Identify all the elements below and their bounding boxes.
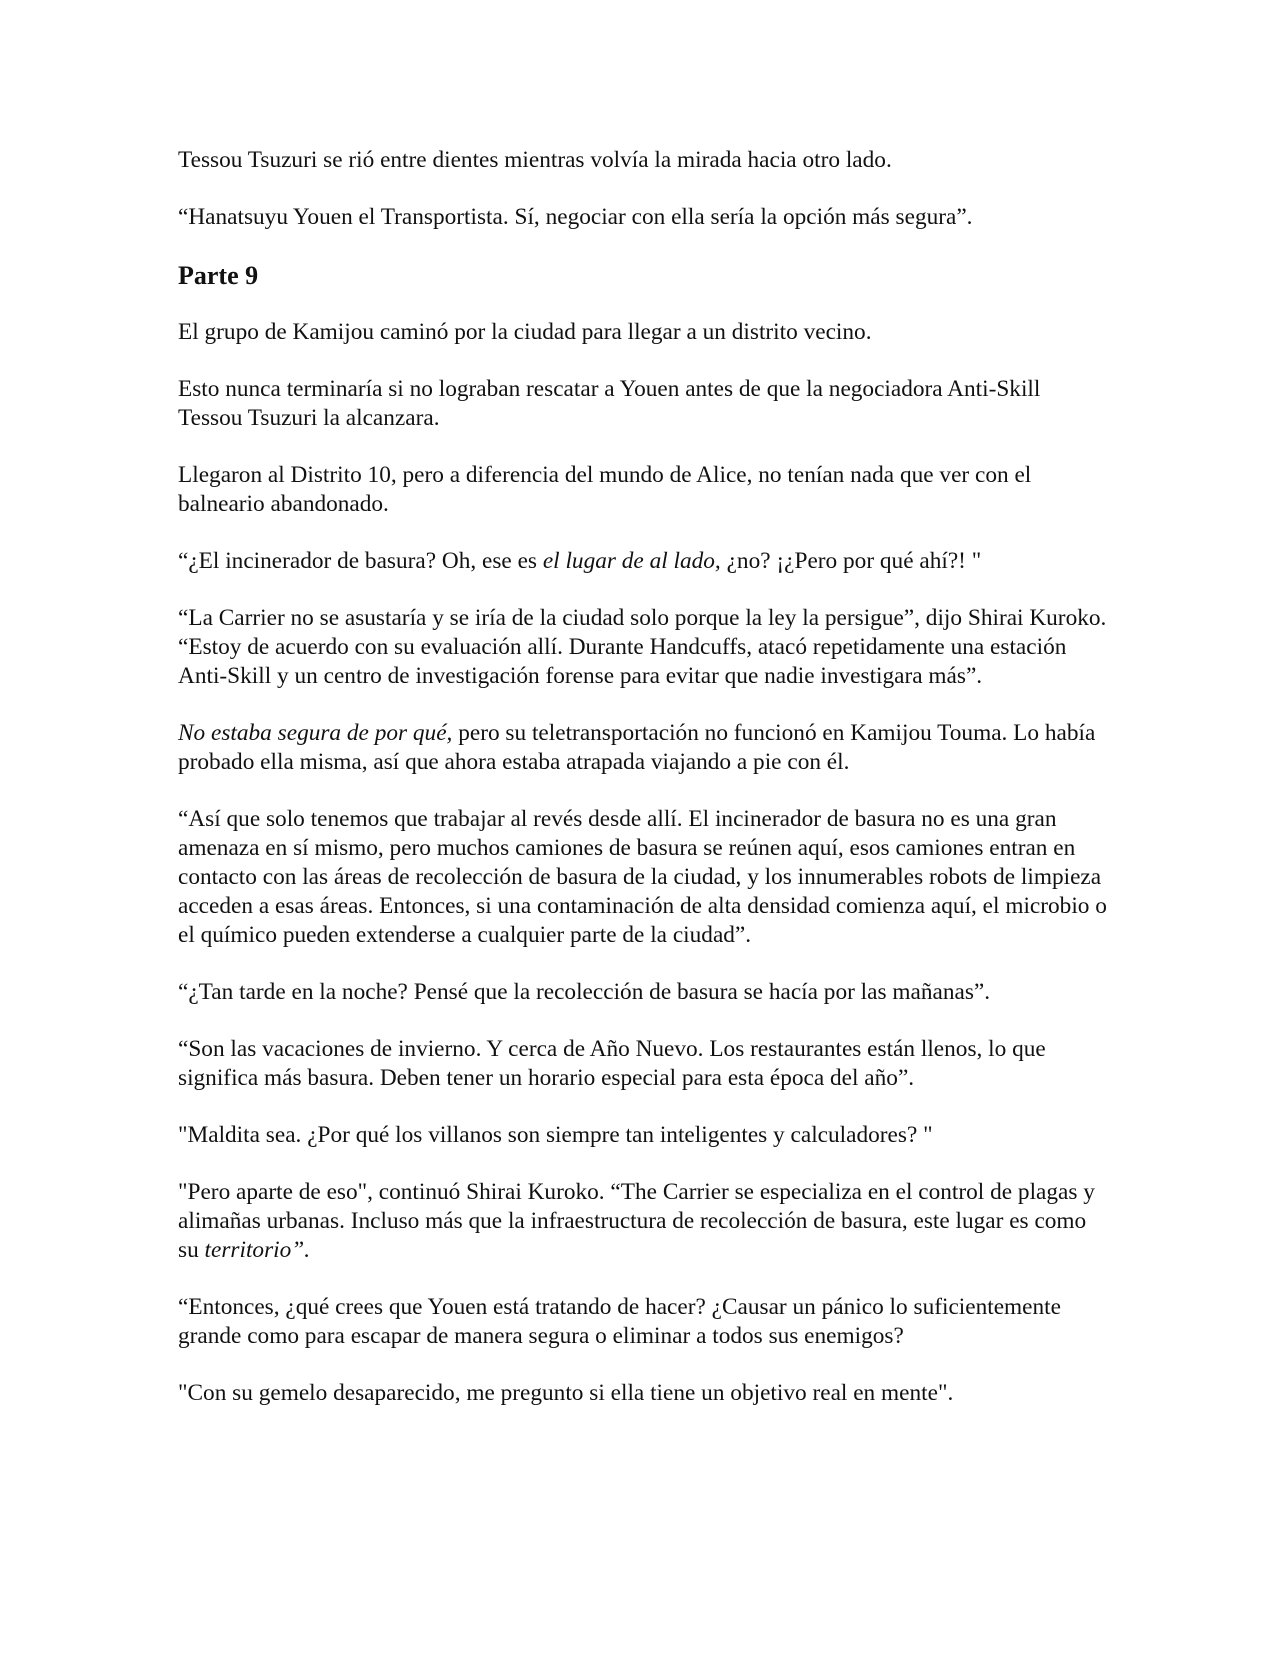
paragraph-8 [178, 719, 1108, 777]
paragraph-6-text-c: ¿no? ¡¿Pero por qué ahí?! " [720, 548, 982, 574]
paragraph-13-italic: territorio”. [204, 1237, 311, 1263]
paragraph-3: El grupo de Kamijou caminó por la ciudad para llegar a un distrito vecino. [178, 319, 872, 345]
paragraph-12: "Maldita sea. ¿Por qué los villanos son siempre tan inteligentes y calculadores? " [178, 1122, 933, 1148]
paragraph-6-italic: el lugar de al lado, [542, 548, 721, 574]
section-heading: Parte 9 [178, 261, 259, 290]
paragraph-13 [178, 1178, 1108, 1265]
paragraph-1: Tessou Tsuzuri se rió entre dientes mientras volvía la mirada hacia otro lado. [178, 147, 892, 173]
paragraph-5: Llegaron al Distrito 10, pero a diferencia del mundo de Alice, no tenían nada que ver con el balneario abandonado. [178, 462, 1032, 517]
paragraph-2: “Hanatsuyu Youen el Transportista. Sí, negociar con ella sería la opción más segura”. [178, 204, 973, 230]
paragraph-6 [178, 547, 1108, 576]
paragraph-10: “¿Tan tarde en la noche? Pensé que la recolección de basura se hacía por las mañanas”. [178, 979, 991, 1005]
paragraph-14: “Entonces, ¿qué crees que Youen está tratando de hacer? ¿Causar un pánico lo suficientemente grande como para escapar de manera segura o eliminar a todos sus enemigos? [178, 1294, 1061, 1349]
document-page [178, 146, 1108, 1436]
paragraph-13-text-a: "Pero aparte de eso", continuó Shirai Kuroko. “The Carrier se especializa en el control de plagas y alimañas urbanas. Incluso más que la infraestructura de recolección de basura, este lugar es como su [178, 1179, 1095, 1263]
paragraph-8-text-b: pero su teletransportación no funcionó en Kamijou Touma. Lo había probado ella misma, así que ahora estaba atrapada viajando a pie con él. [178, 720, 1096, 775]
paragraph-7: “La Carrier no se asustaría y se iría de la ciudad solo porque la ley la persigue”, dijo Shirai Kuroko. “Estoy de acuerdo con su evaluación allí. Durante Handcuffs, atacó repetidamente una estación Anti-Skill y un centro de investigación forense para evitar que nadie investigara más”. [178, 605, 1107, 689]
paragraph-6-text-a: “¿El incinerador de basura? Oh, ese es [178, 548, 543, 574]
paragraph-15: "Con su gemelo desaparecido, me pregunto si ella tiene un objetivo real en mente". [178, 1380, 954, 1406]
paragraph-4: Esto nunca terminaría si no lograban rescatar a Youen antes de que la negociadora Anti-Skill Tessou Tsuzuri la alcanzara. [178, 376, 1041, 431]
paragraph-8-italic: No estaba segura de por qué, [178, 720, 453, 746]
paragraph-11: “Son las vacaciones de invierno. Y cerca de Año Nuevo. Los restaurantes están llenos, lo que significa más basura. Deben tener un horario especial para esta época del año”. [178, 1036, 1046, 1091]
paragraph-9: “Así que solo tenemos que trabajar al revés desde allí. El incinerador de basura no es una gran amenaza en sí mismo, pero muchos camiones de basura se reúnen aquí, esos camiones entran en contacto con las áreas de recolección de basura de la ciudad, y los innumerables robots de limpieza acceden a esas áreas. Entonces, si una contaminación de alta densidad comienza aquí, el microbio o el químico pueden extenderse a cualquier parte de la ciudad”. [178, 806, 1107, 948]
